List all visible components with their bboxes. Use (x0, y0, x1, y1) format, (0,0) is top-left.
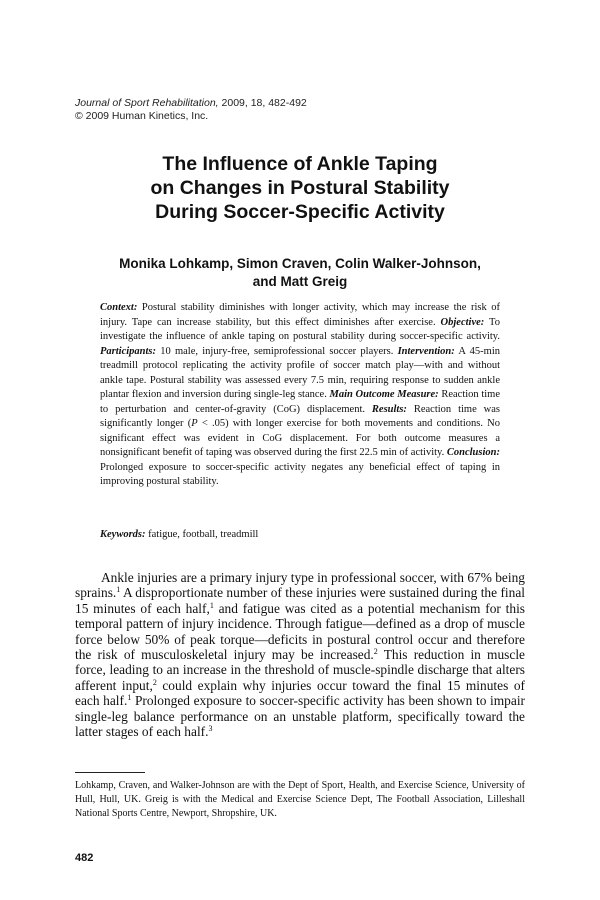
abstract-results-p: P (191, 418, 198, 429)
abstract-participants-label: Participants: (100, 345, 157, 357)
abstract-results-text-b: < .05) with longer exercise for both movements and conditions. No significant effect was evident in CoG displacement. For both outcome measures a nonsignificant benefit of taping was observed during the first 22.5 min of activity. (100, 418, 500, 458)
title-line-2: on Changes in Postural Stability (150, 177, 450, 199)
journal-header (75, 97, 307, 123)
body-sentence: A disproportionate number of these injuries were sustained during the final 15 minutes of each half, (75, 585, 525, 616)
citation-ref: 2 (152, 677, 157, 687)
copyright: © 2009 Human Kinetics, Inc. (75, 110, 209, 122)
body-sentence: This reduction in muscle force, leading to an increase in the threshold of muscle-spindle discharge that alters afferent input, (75, 647, 525, 693)
body-sentence: Prolonged exposure to soccer-specific activity has been shown to impair single-leg balance performance on an unstable platform, specifically toward the latter stages of each half. (75, 693, 525, 740)
journal-citation (75, 97, 307, 110)
journal-details: 2009, 18, 482-492 (218, 97, 307, 109)
body-sentence: Ankle injuries are a primary injury type in professional soccer, with 67% being sprains. (75, 570, 525, 601)
abstract-measure-label: Main Outcome Measure: (329, 389, 439, 400)
keywords-text: fatigue, football, treadmill (145, 529, 259, 540)
abstract-results-label: Results: (371, 403, 407, 415)
page-number: 482 (75, 852, 94, 864)
article-title (60, 152, 540, 224)
abstract-measure-text: Reaction time to perturbation and center-of-gravity (CoG) displacement. (100, 389, 501, 415)
keywords (100, 528, 500, 542)
body-sentence: and fatigue was cited as a potential mechanism for this temporal pattern of injury incidence. Through fatigue—defined as a drop of muscle force below 50% of peak torque—deficits in postural control occur and therefore the risk of musculoskeletal injury may be increased. (75, 600, 525, 663)
citation-ref: 1 (127, 693, 132, 703)
abstract-objective-text: To investigate the influence of ankle taping on postural stability during soccer-specific activity. (100, 316, 500, 342)
abstract-participants-text: 10 male, injury-free, semiprofessional soccer players. (156, 345, 398, 357)
abstract-intervention-text: A 45-min treadmill protocol replicating the activity profile of soccer match play—with and without ankle tape. Postural stability was assessed every 7.5 min, requiring response to sudden ankle plantar flexion and inversion during single-leg stance. (100, 345, 500, 400)
title-line-3: During Soccer-Specific Activity (155, 201, 445, 223)
journal-name: Journal of Sport Rehabilitation, (75, 97, 219, 109)
abstract-objective-label: Objective: (440, 316, 485, 328)
authors-line-1: Monika Lohkamp, Simon Craven, Colin Walker-Johnson, (119, 256, 481, 271)
citation-ref: 1 (209, 600, 214, 610)
citation-ref: 1 (116, 585, 121, 595)
abstract-context-text: Postural stability diminishes with longer activity, which may increase the risk of injury. Tape can increase stability, but this effect diminishes after exercise. (100, 302, 500, 328)
abstract-results-text-a: Reaction time was significantly longer ( (100, 403, 500, 429)
keywords-label: Keywords: (100, 529, 146, 540)
citation-ref: 2 (373, 647, 378, 657)
author-affiliation-footnote: Lohkamp, Craven, and Walker-Johnson are with the Dept of Sport, Health, and Exercise Science, University of Hull, Hull, UK. Greig is with the Medical and Exercise Science Dept, The Football Association, Lilleshall National Sports Centre, Newport, Shropshire, UK. (75, 780, 525, 819)
abstract-conclusion-label: Conclusion: (446, 447, 500, 458)
abstract-intervention-label: Intervention: (397, 345, 455, 357)
abstract-conclusion-text: Prolonged exposure to soccer-specific activity negates any beneficial effect of taping in improving postural stability. (100, 461, 500, 487)
footnote-divider (75, 772, 145, 773)
citation-ref: 3 (208, 724, 213, 734)
body-paragraph (75, 570, 525, 739)
title-line-1: The Influence of Ankle Taping (162, 153, 438, 175)
abstract (100, 301, 500, 490)
authors-line-2: and Matt Greig (252, 274, 348, 289)
body-sentence: could explain why injuries occur toward the final 15 minutes of each half. (75, 677, 525, 709)
author-list (60, 255, 540, 291)
abstract-context-label: Context: (100, 302, 138, 313)
